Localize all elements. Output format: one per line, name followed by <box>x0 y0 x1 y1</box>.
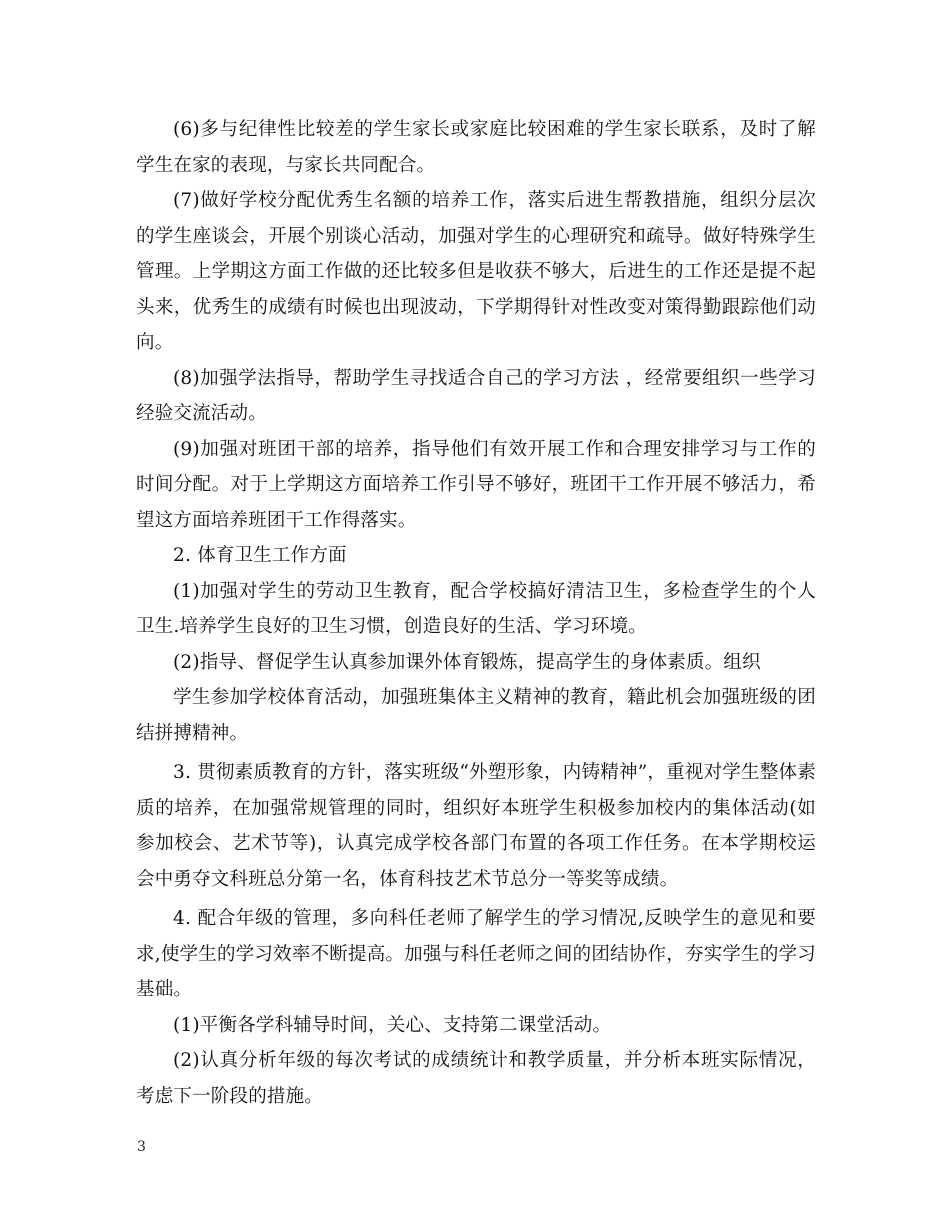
paragraph-item-8: (8)加强学法指导，帮助学生寻找适合自己的学习方法 ，经常要组织一些学习经验交流活动。 <box>136 367 816 424</box>
paragraph-management-2: (2)认真分析年级的每次考试的成绩统计和教学质量，并分析本班实际情况，考虑下一阶段的措施。 <box>136 1050 816 1107</box>
paragraph-hygiene-1: (1)加强对学生的劳动卫生教育，配合学校搞好清洁卫生，多检查学生的个人卫生.培养学生良好的卫生习惯，创造良好的生活、学习环境。 <box>136 580 816 637</box>
document-body <box>136 112 816 1114</box>
section-heading-sports-hygiene: 2. 体育卫生工作方面 <box>173 545 347 566</box>
paragraph-hygiene-2: (2)指导、督促学生认真参加课外体育锻炼，提高学生的身体素质。组织 <box>173 651 761 673</box>
paragraph-item-9: (9)加强对班团干部的培养，指导他们有效开展工作和合理安排学习与工作的时间分配。对于上学期这方面培养工作引导不够好，班团干工作开展不够活力，希望这方面培养班团干工作得落实。 <box>136 438 816 531</box>
paragraph-item-7: (7)做好学校分配优秀生名额的培养工作，落实后进生帮教措施，组织分层次的学生座谈会，开展个别谈心活动，加强对学生的心理研究和疏导。做好特殊学生管理。上学期这方面工作做的还比较多但是收获不够大，后进生的工作还是提不起头来，优秀生的成绩有时候也出现波动，下学期得针对性改变对策得勤跟踪他们动向。 <box>136 190 816 353</box>
paragraph-hygiene-2-continued: 学生参加学校体育活动，加强班集体主义精神的教育，籍此机会加强班级的团结拼搏精神。 <box>136 687 816 744</box>
section-paragraph-grade-management: 4. 配合年级的管理，多向科任老师了解学生的学习情况,反映学生的意见和要求,使学生的学习效率不断提高。加强与科任老师之间的团结协作，夯实学生的学习基础。 <box>136 908 816 1000</box>
page-number: 3 <box>137 1139 146 1155</box>
paragraph-item-6: (6)多与纪律性比较差的学生家长或家庭比较困难的学生家长联系，及时了解学生在家的表现，与家长共同配合。 <box>136 119 816 176</box>
section-paragraph-quality-education: 3. 贯彻素质教育的方针，落实班级“外塑形象，内铸精神”，重视对学生整体素质的培养，在加强常规管理的同时，组织好本班学生积极参加校内的集体活动(如参加校会、艺术节等)，认真完成学校各部门布置的各项工作任务。在本学期校运会中勇夺文科班总分第一名，体育科技艺术节总分一等奖等成绩。 <box>136 762 816 890</box>
paragraph-management-1: (1)平衡各学科辅导时间，关心、支持第二课堂活动。 <box>173 1014 612 1036</box>
